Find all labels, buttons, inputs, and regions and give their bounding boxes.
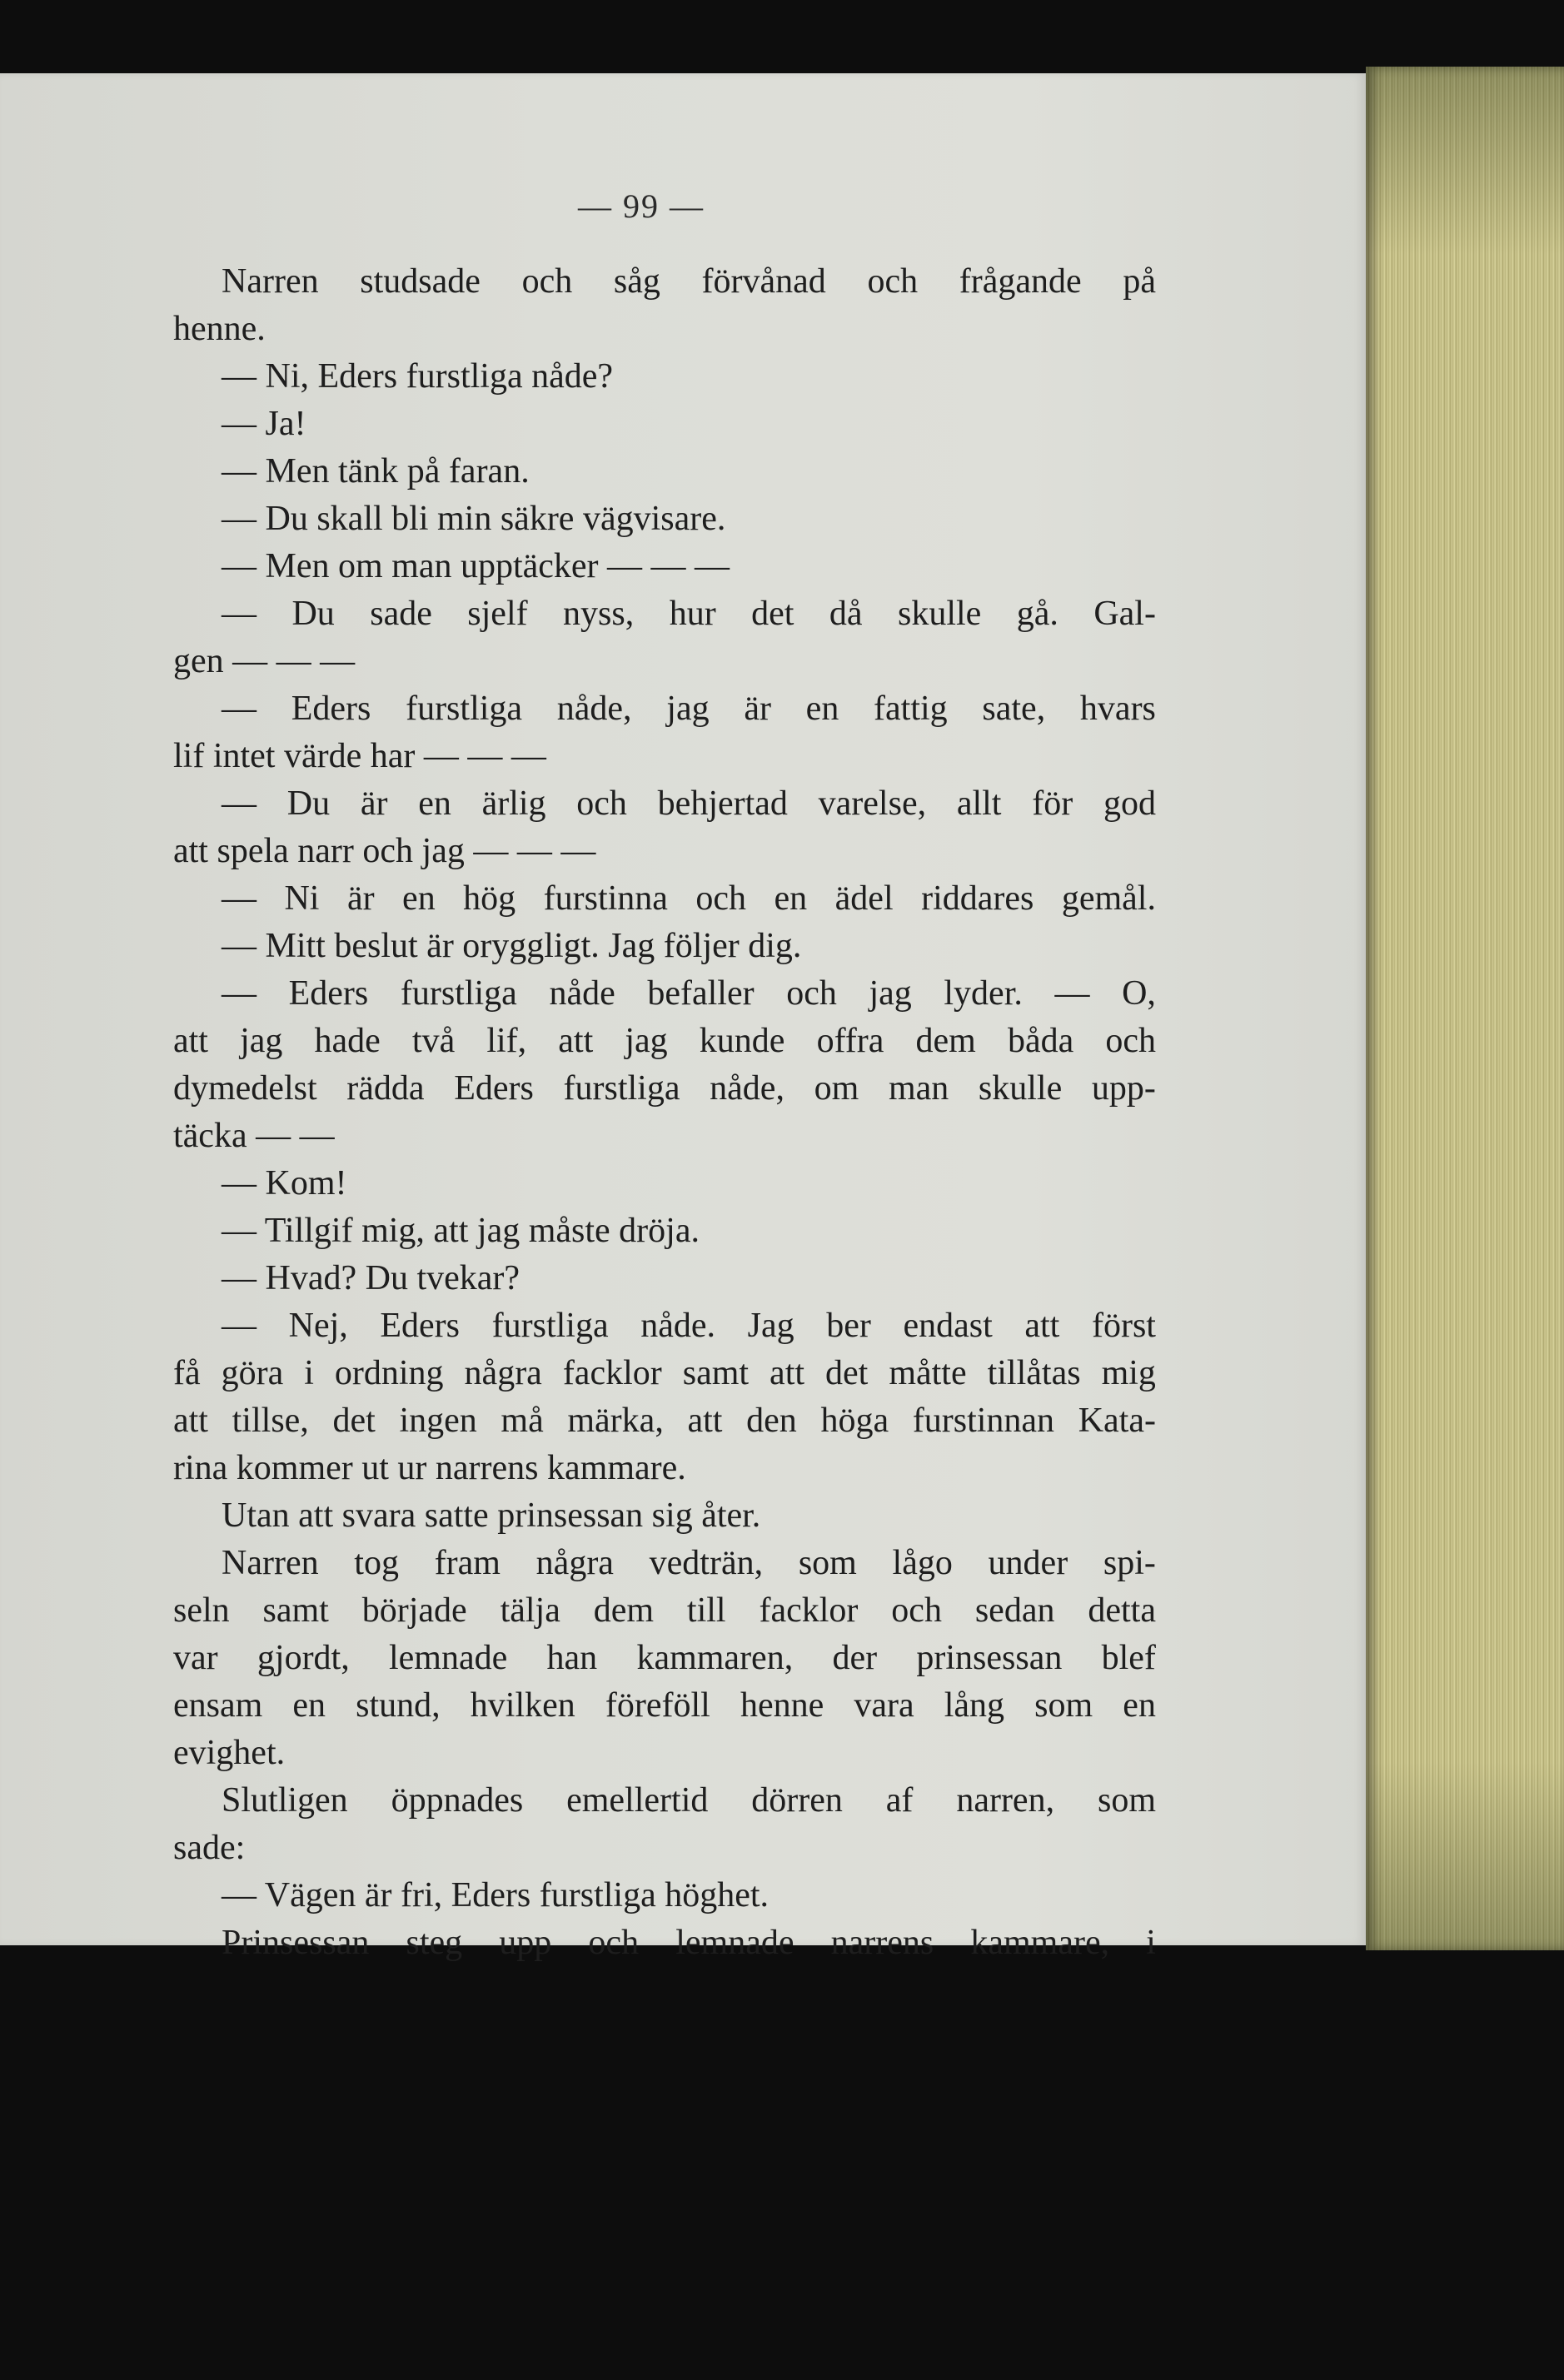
text-line: Slutligen öppnades emellertid dörren af narren, som <box>222 1781 1156 1820</box>
text-line: — Eders furstliga nåde, jag är en fattig sate, hvars <box>222 690 1156 728</box>
text-line: — Mitt beslut är oryggligt. Jag följer dig. <box>222 927 802 965</box>
text-line: Narren tog fram några vedträn, som lågo under spi- <box>222 1544 1156 1582</box>
text-line: — Ni är en hög furstinna och en ädel riddares gemål. <box>222 879 1156 918</box>
text-line: att jag hade två lif, att jag kunde offra dem båda och <box>173 1022 1156 1060</box>
text-line: att spela narr och jag — — — <box>173 832 596 870</box>
text-line: seln samt började tälja dem till facklor och sedan detta <box>173 1591 1156 1630</box>
text-line: — Men tänk på faran. <box>222 452 530 490</box>
page-edge-stack <box>1366 67 1564 1950</box>
text-line: dymedelst rädda Eders furstliga nåde, om man skulle upp- <box>173 1069 1156 1108</box>
text-line: täcka — — <box>173 1117 335 1155</box>
page-number: — 99 — <box>578 187 705 225</box>
text-line: — Ni, Eders furstliga nåde? <box>222 357 614 396</box>
text-line: Narren studsade och såg förvånad och frågande på <box>222 262 1156 301</box>
text-line: lif intet värde har — — — <box>173 737 546 775</box>
text-line: gen — — — <box>173 642 356 680</box>
text-line: henne. <box>173 310 266 348</box>
text-line: — Du sade sjelf nyss, hur det då skulle gå. Gal- <box>222 595 1156 633</box>
text-line: — Nej, Eders furstliga nåde. Jag ber endast att först <box>222 1307 1156 1345</box>
text-line: — Hvad? Du tvekar? <box>222 1259 521 1297</box>
text-line: — Vägen är fri, Eders furstliga höghet. <box>222 1876 770 1914</box>
text-line: att tillse, det ingen må märka, att den höga furstinnan Kata- <box>173 1402 1156 1440</box>
text-line: — Du är en ärlig och behjertad varelse, allt för god <box>222 784 1156 823</box>
text-line: — Du skall bli min säkre vägvisare. <box>222 500 726 538</box>
text-line: rina kommer ut ur narrens kammare. <box>173 1449 686 1487</box>
text-line: evighet. <box>173 1734 286 1772</box>
text-line: — Kom! <box>222 1164 347 1202</box>
text-line: — Ja! <box>222 405 306 443</box>
text-line: få göra i ordning några facklor samt att det måtte tillåtas mig <box>173 1354 1156 1392</box>
text-line: sade: <box>173 1829 246 1867</box>
text-line: var gjordt, lemnade han kammaren, der prinsessan blef <box>173 1639 1156 1677</box>
text-line: Prinsessan steg upp och lemnade narrens kammare, i <box>222 1924 1156 1962</box>
text-line: — Tillgif mig, att jag måste dröja. <box>222 1212 700 1250</box>
body-text <box>173 258 1156 1967</box>
text-line: Utan att svara satte prinsessan sig åter. <box>222 1496 761 1535</box>
text-line: — Men om man upptäcker — — — <box>222 547 730 585</box>
text-line: ensam en stund, hvilken föreföll henne vara lång som en <box>173 1686 1156 1725</box>
text-line: — Eders furstliga nåde befaller och jag lyder. — O, <box>222 974 1156 1013</box>
